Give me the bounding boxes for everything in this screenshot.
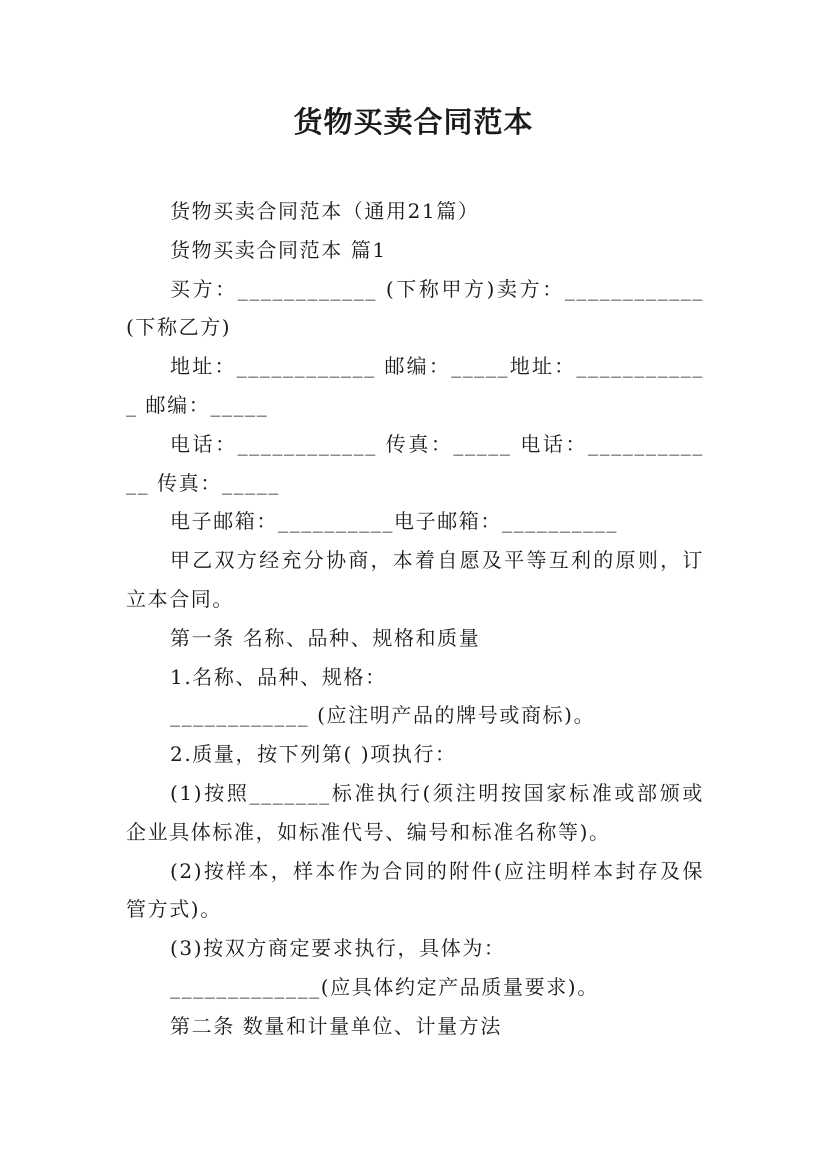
paragraph-subtitle: 货物买卖合同范本（通用21篇） <box>170 199 480 223</box>
paragraph-address: 地址：____________ 邮编：_____地址：____________ 邮编：_____ <box>126 354 704 417</box>
paragraph-agreement: 甲乙双方经充分协商，本着自愿及平等互利的原则，订立本合同。 <box>126 548 704 611</box>
paragraph-option-1: (1)按照_______标准执行(须注明按国家标准或部颁或企业具体标准，如标准代号、编号和标准名称等)。 <box>126 780 704 844</box>
paragraph-item-2: 2.质量，按下列第( )项执行： <box>170 742 457 767</box>
paragraph-brand-note: ____________ (应注明产品的牌号或商标)。 <box>170 703 596 728</box>
paragraph-buyer-seller: 买方：____________ (下称甲方)卖方：____________(下称乙方) <box>126 276 704 340</box>
paragraph-item-1: 1.名称、品种、规格： <box>170 664 387 689</box>
paragraph-quality-note: _____________(应具体约定产品质量要求)。 <box>170 974 599 999</box>
document-body <box>126 192 704 1046</box>
paragraph-section-heading: 货物买卖合同范本 篇1 <box>170 237 387 262</box>
paragraph-option-3: (3)按双方商定要求执行，具体为： <box>170 936 506 961</box>
paragraph-article-1: 第一条 名称、品种、规格和质量 <box>170 625 481 650</box>
paragraph-option-2: (2)按样本，样本作为合同的附件(应注明样本封存及保管方式)。 <box>126 858 704 922</box>
document-title: 货物买卖合同范本 <box>293 105 534 139</box>
paragraph-email: 电子邮箱：__________电子邮箱：__________ <box>170 509 618 534</box>
paragraph-article-2: 第二条 数量和计量单位、计量方法 <box>170 1013 502 1038</box>
paragraph-phone-fax: 电话：____________ 传真：_____ 电话：____________ 传真：_____ <box>126 431 704 495</box>
